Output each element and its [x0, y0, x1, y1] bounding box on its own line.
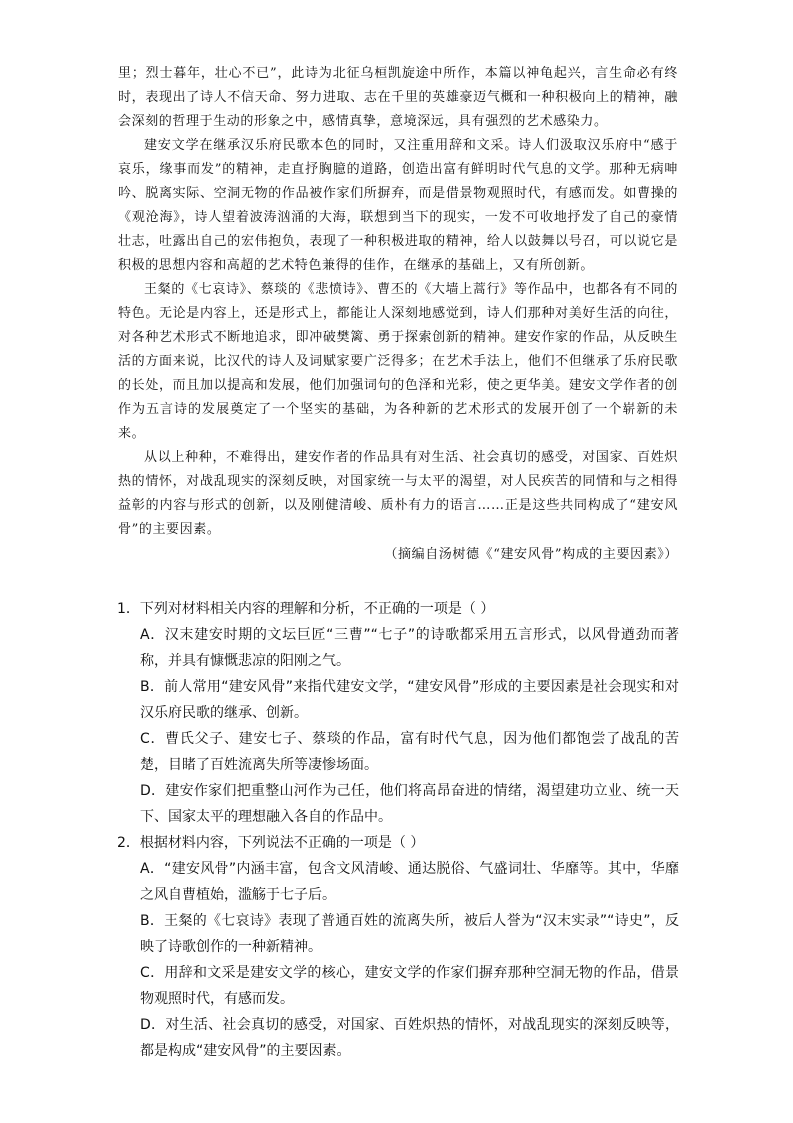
- question-1: [117, 596, 679, 830]
- option-b[interactable]: B．王粲的《七哀诗》表现了普通百姓的流离失所，被后人誉为“汉末实录”“诗史”，反映了诗歌创作的一种新精神。: [140, 913, 679, 955]
- option-a[interactable]: A．“建安风骨”内涵丰富，包含文风清峻、通达脱俗、气盛词壮、华靡等。其中，华靡之风自曹植始，滥觞于七子后。: [140, 861, 679, 903]
- passage-source: （摘编自汤树德《“建安风骨”构成的主要因素》）: [384, 547, 678, 562]
- passage-paragraph: 从以上种种，不难得出，建安作者的作品具有对生活、社会真切的感受，对国家、百姓炽热的情怀，对战乱现实的深刻反映，对国家统一与太平的渴望，对人民疾苦的同情和与之相得益彰的内容与形式的创新，以及刚健清峻、质朴有力的语言……正是这些共同构成了“建安风骨”的主要因素。: [118, 450, 678, 537]
- passage-paragraph: 里；烈士暮年，壮心不已”，此诗为北征乌桓凯旋途中所作，本篇以神龟起兴，言生命必有终时，表现出了诗人不信天命、努力进取、志在千里的英雄豪迈气概和一种积极向上的精神，融会深刻的哲理于生动的形象之中，感情真挚，意境深远，具有强烈的艺术感染力。: [118, 66, 678, 129]
- question-stem: 2．根据材料内容，下列说法不正确的一项是（ ）: [117, 835, 425, 851]
- option-c[interactable]: C．用辞和文采是建安文学的核心，建安文学的作家们摒弃那种空洞无物的作品，借景物观照时代，有感而发。: [140, 965, 679, 1007]
- option-a[interactable]: A．汉末建安时期的文坛巨匠“三曹”“七子”的诗歌都采用五言形式，以风骨遒劲而著称，并具有慷慨悲凉的阳刚之气。: [140, 627, 679, 669]
- passage-paragraph: 王粲的《七哀诗》、蔡琰的《悲愤诗》、曹丕的《大墙上蒿行》等作品中，也都各有不同的特色。无论是内容上，还是形式上，都能让人深刻地感觉到，诗人们那种对美好生活的向往，对各种艺术形式不断地追求，即冲破樊篱、勇于探索创新的精神。建安作家的作品，从反映生活的方面来说，比汉代的诗人及词赋家要广泛得多；在艺术手法上，他们不但继承了乐府民歌的长处，而且加以提高和发展，他们加强词句的色泽和光彩，使之更华美。建安文学作者的创作为五言诗的发展奠定了一个坚实的基础，为各种新的艺术形式的发展开创了一个崭新的未来。: [118, 282, 678, 441]
- question-list: [117, 596, 679, 1064]
- option-d[interactable]: D．对生活、社会真切的感受，对国家、百姓炽热的情怀，对战乱现实的深刻反映等，都是构成“建安风骨”的主要因素。: [140, 1017, 679, 1059]
- option-c[interactable]: C．曹氏父子、建安七子、蔡琰的作品，富有时代气息，因为他们都饱尝了战乱的苦楚，目睹了百姓流离失所等凄惨场面。: [140, 731, 679, 773]
- passage-paragraph: 建安文学在继承汉乐府民歌本色的同时，又注重用辞和文采。诗人们汲取汉乐府中“感于哀乐，缘事而发”的精神，走直抒胸臆的道路，创造出富有鲜明时代气息的文学。那种无病呻吟、脱离实际、空洞无物的作品被作家们所摒弃，而是借景物观照时代，有感而发。如曹操的《观沧海》，诗人望着波涛汹涌的大海，联想到当下的现实，一发不可收地抒发了自己的豪情壮志，吐露出自己的宏伟抱负，表现了一种积极进取的精神，给人以鼓舞以号召，可以说它是积极的思想内容和高超的艺术特色兼得的佳作，在继承的基础上，又有所创新。: [118, 138, 678, 273]
- option-d[interactable]: D．建安作家们把重整山河作为己任，他们将高昂奋进的情绪，渴望建功立业、统一天下、国家太平的理想融入各自的作品中。: [140, 783, 679, 825]
- question-2: [117, 830, 679, 1064]
- option-b[interactable]: B．前人常用“建安风骨”来指代建安文学，“建安风骨”形成的主要因素是社会现实和对汉乐府民歌的继承、创新。: [140, 679, 679, 721]
- question-stem: 1．下列对材料相关内容的理解和分析，不正确的一项是（ ）: [117, 601, 495, 617]
- reading-passage: [118, 62, 678, 567]
